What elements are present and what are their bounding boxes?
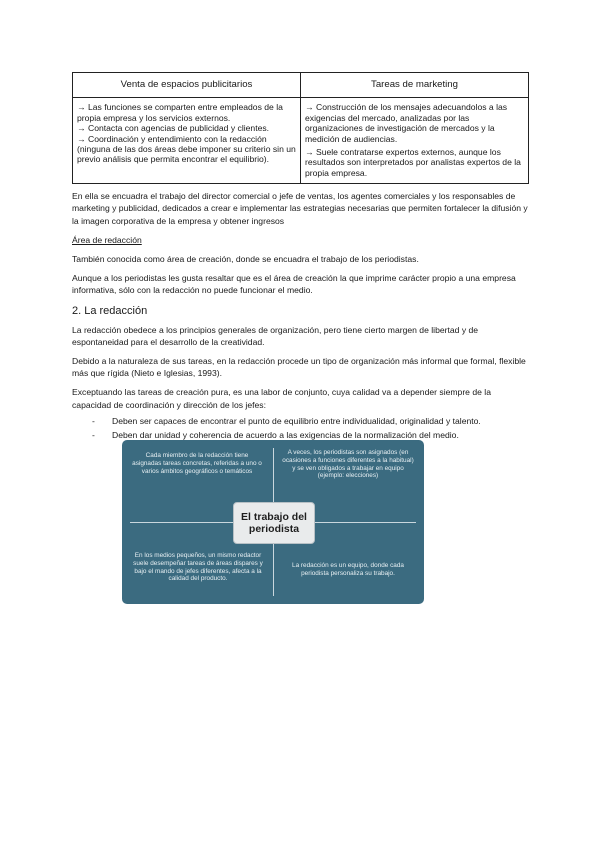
table-row <box>73 98 529 184</box>
list-item: - Deben ser capaces de encontrar el punto de equilibrio entre individualidad, originalidad y talento. <box>92 415 481 426</box>
table-item: → Coordinación y entendimiento con la redacción (ninguna de las dos áreas debe imponer su criterio sin un previo análisis que permita encontrar el equilibrio). <box>77 133 296 165</box>
section-paragraph-3: Exceptuando las tareas de creación pura, es una labor de conjunto, cuya calidad va a depender siempre de la capacidad de coordinación y dirección de los jefes: <box>72 387 491 410</box>
document-page <box>72 72 529 443</box>
journalist-work-diagram <box>122 440 424 604</box>
section-title: 2. La redacción <box>72 304 148 317</box>
diagram-quadrant-bottom-right: La redacción es un equipo, donde cada periodista personaliza su trabajo. <box>292 562 404 577</box>
bullet-list <box>72 415 529 441</box>
table-item: → Contacta con agencias de publicidad y clientes. <box>77 123 270 134</box>
area-paragraph-1: También conocida como área de creación, donde se encuadra el trabajo de los periodistas. <box>72 254 419 265</box>
table-header-marketing: Tareas de marketing <box>301 73 529 98</box>
table-cell-advertising <box>73 98 301 184</box>
table-header-advertising: Venta de espacios publicitarios <box>73 73 301 98</box>
list-item: - Deben dar unidad y coherencia de acuerdo a las exigencias de la normalización del medio. <box>92 430 459 441</box>
table-item: → Las funciones se comparten entre empleados de la propia empresa y los servicios externos. <box>77 102 283 123</box>
list-item-text: Deben dar unidad y coherencia de acuerdo a las exigencias de la normalización del medio. <box>112 430 459 441</box>
diagram-quadrant-top-right: A veces, los periodistas son asignados (en ocasiones a funciones diferentes a la habitual) y se ven obligados a trabajar en equipo (ejemplo: elecciones) <box>282 449 414 480</box>
table-item: → Construcción de los mensajes adecuandolos a las exigencias del mercado, analizadas por las organizaciones de investigación de mercados y la medición de audiencias. <box>305 102 508 144</box>
list-item-text: Deben ser capaces de encontrar el punto de equilibrio entre individualidad, originalidad y talento. <box>112 415 481 426</box>
diagram-quadrant-top-left: Cada miembro de la redacción tiene asignadas tareas concretas, referidas a uno o varios ámbitos geográficos o temáticos <box>132 452 262 475</box>
table-cell-marketing <box>301 98 529 184</box>
table-item: → Suele contratarse expertos externos, aunque los resultados son interpretados por analistas expertos de la propia empresa. <box>305 147 521 178</box>
intro-paragraph: En ella se encuadra el trabajo del director comercial o jefe de ventas, los agentes comerciales y los responsables de marketing y publicidad, dedicados a crear e implementar las estrategias necesarias que permiten fortalecer la difusión y la imagen corporativa de la empresa y obtener ingresos <box>72 191 528 226</box>
diagram-center-line-1: El trabajo del <box>241 511 307 523</box>
area-paragraph-2: Aunque a los periodistas les gusta resaltar que es el área de creación la que imprime carácter propio a una empresa informativa, sólo con la redacción no puede funcionar el medio. <box>72 273 516 296</box>
diagram-center-line-2: periodista <box>248 523 300 535</box>
table-header-row <box>73 73 529 98</box>
diagram-center-box <box>233 502 315 544</box>
comparison-table <box>72 72 529 184</box>
area-heading: Área de redacción <box>72 234 142 245</box>
section-paragraph-2: Debido a la naturaleza de sus tareas, en la redacción procede un tipo de organización más informal que formal, flexible más que rígida (Nieto e Iglesias, 1993). <box>72 356 526 379</box>
section-paragraph-1: La redacción obedece a los principios generales de organización, pero tiene cierto margen de libertad y de espontaneidad para el desarrollo de la creatividad. <box>72 324 479 347</box>
diagram-quadrant-bottom-left: En los medios pequeños, un mismo redactor suele desempeñar tareas de áreas dispares y bajo el mando de jefes diferentes, afecta a la calidad del producto. <box>133 552 263 583</box>
